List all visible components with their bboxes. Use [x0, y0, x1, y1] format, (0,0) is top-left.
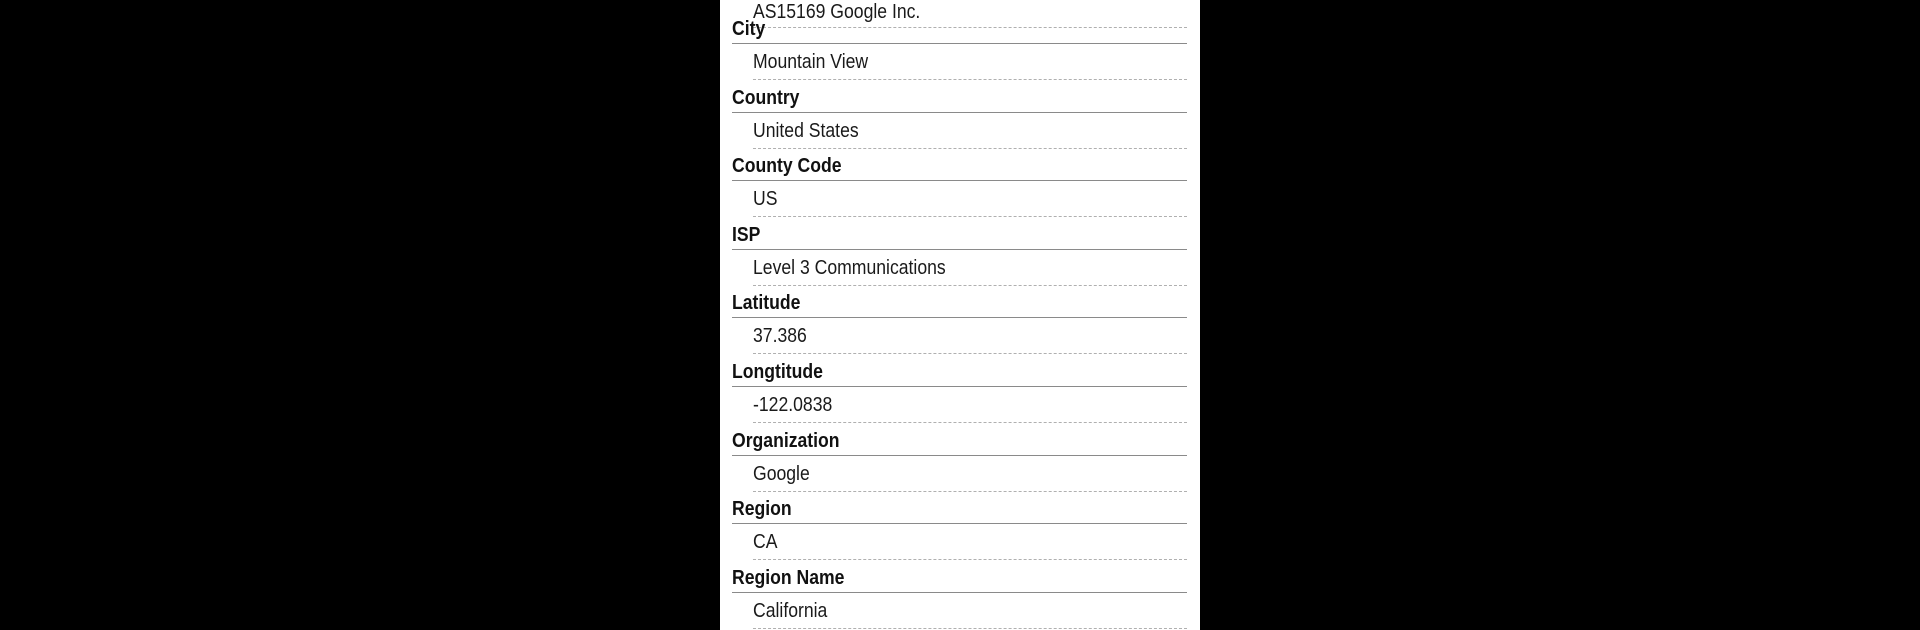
field-isp [732, 220, 1187, 289]
field-label: ISP [732, 223, 761, 246]
field-organization [732, 426, 1187, 495]
field-country [732, 83, 1187, 152]
field-value-row [753, 113, 1187, 149]
field-label: City [732, 18, 766, 40]
field-label-row [732, 288, 1187, 318]
field-value: United States [753, 119, 859, 142]
field-value: California [753, 599, 828, 622]
field-value: 37.386 [753, 325, 807, 348]
field-label: Region [732, 498, 792, 521]
field-label-row [732, 220, 1187, 250]
field-value-row [753, 318, 1187, 354]
field-region [732, 494, 1187, 563]
field-label: Longtitude [732, 360, 823, 383]
field-value: -122.0838 [753, 393, 833, 416]
field-value-row [753, 181, 1187, 217]
field-label-row [732, 14, 1187, 44]
partial-value-text: AS15169 Google Inc. [753, 1, 921, 23]
field-value-row [753, 44, 1187, 80]
field-county-code [732, 151, 1187, 220]
field-label-row [732, 357, 1187, 387]
field-label-row [732, 563, 1187, 593]
field-label: Region Name [732, 566, 845, 589]
field-value-row [753, 524, 1187, 560]
field-label: County Code [732, 155, 842, 178]
field-list [732, 1, 1187, 630]
field-label: Latitude [732, 292, 801, 315]
field-value-row [753, 456, 1187, 492]
field-longtitude [732, 357, 1187, 426]
field-latitude [732, 288, 1187, 357]
field-value: Google [753, 462, 810, 485]
field-value-row [753, 387, 1187, 423]
field-value-row [753, 250, 1187, 286]
field-label-row [732, 83, 1187, 113]
field-label-row [732, 494, 1187, 524]
field-value: US [753, 188, 778, 211]
field-label-row [732, 151, 1187, 181]
field-label: Country [732, 86, 800, 109]
field-value-row [753, 593, 1187, 629]
field-region-name [732, 563, 1187, 630]
field-value: Mountain View [753, 51, 869, 73]
field-city [732, 14, 1187, 83]
field-value: CA [753, 531, 778, 554]
field-label-row [732, 426, 1187, 456]
ip-info-panel [720, 0, 1200, 630]
field-label: Organization [732, 429, 840, 452]
field-value: Level 3 Communications [753, 256, 946, 279]
